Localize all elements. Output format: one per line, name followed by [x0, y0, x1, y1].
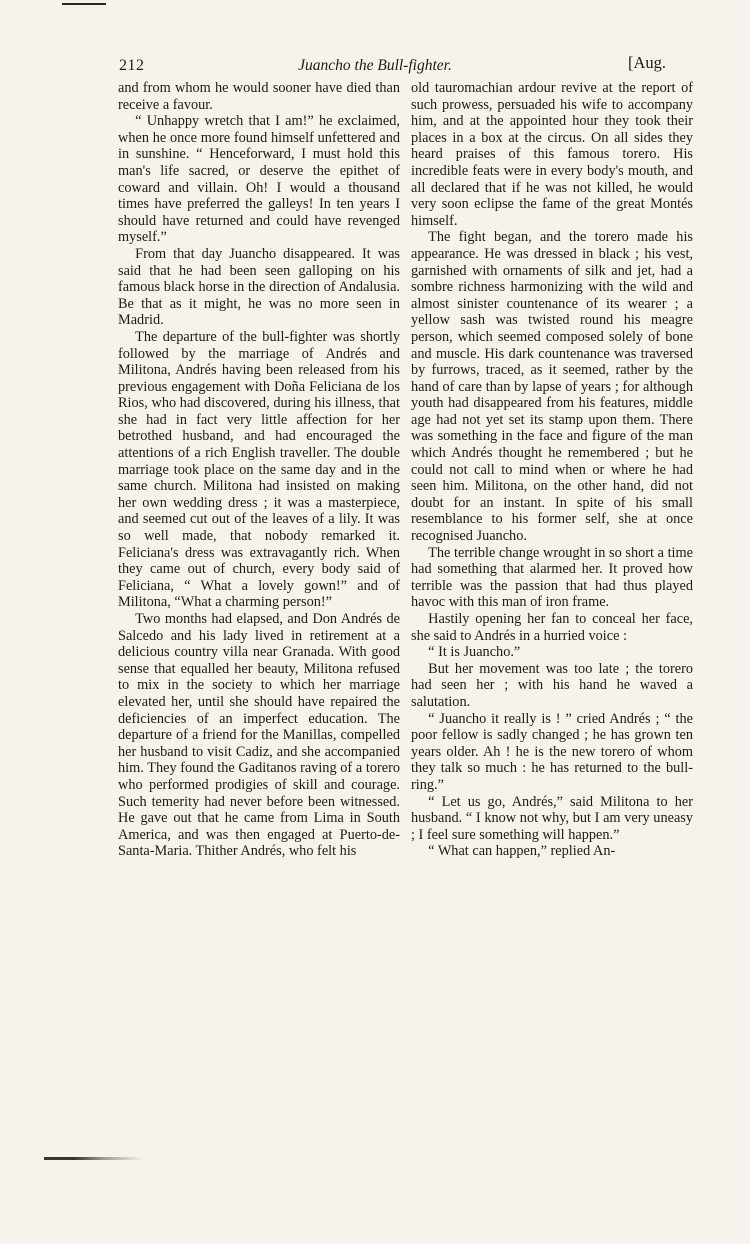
paragraph: “ Let us go, Andrés,” said Militona to her husband. “ I know not why, but I am very uneasy ; I feel sure something will happen.”: [411, 793, 693, 843]
paragraph: The departure of the bull-fighter was shortly followed by the marriage of Andrés and Militona, Andrés having been released from his previous engagement with Doña Feliciana de los Rios, who had discovered, during his illness, that she had in fact very little affection for her betrothed husband, and had encouraged the attentions of a rich English traveller. The double marriage took place on the same day and in the same church. Militona had insisted on making her own wedding dress ; it was a masterpiece, and seemed cut out of the leaves of a lily. It was so well made, that nobody remarked it. Feliciana's dress was extravagantly rich. When they came out of church, every body said of Feliciana, “ What a lovely gown!” and of Militona, “What a charming person!”: [118, 328, 400, 611]
paragraph: and from whom he would sooner have died than receive a favour.: [118, 80, 400, 113]
paragraph: “ Juancho it really is ! ” cried Andrés ; “ the poor fellow is sadly changed ; he has grown ten years older. Ah ! he is the new torero of whom they talk so much : he has returned to the bull-ring.”: [411, 710, 693, 793]
paragraph: Two months had elapsed, and Don Andrés de Salcedo and his lady lived in retirement at a delicious country villa near Granada. With good sense that equalled her beauty, Militona refused to mix in the society to which her marriage elevated her, until she should have repaired the deficiencies of an imperfect education. The departure of a friend for the Manillas, compelled her husband to visit Cadiz, and she accompanied him. They found the Gaditanos raving of a torero who performed prodigies of skill and courage. Such temerity had never before been witnessed. He gave out that he came from Lima in South America, and was then engaged at Puerto-de-Santa-Maria. Thither Andrés, who felt his: [118, 611, 400, 860]
print-smudge: [44, 1157, 144, 1160]
left-column: [118, 80, 400, 860]
top-rule: [62, 3, 106, 5]
paragraph: From that day Juancho disappeared. It was said that he had been seen galloping on his famous black horse in the direction of Andalusia. Be that as it might, he was no more seen in Madrid.: [118, 245, 400, 329]
paragraph: “ Unhappy wretch that I am!” he exclaimed, when he once more found himself unfettered and in sunshine. “ Henceforward, I must hold this man's life sacred, or deserve the epithet of coward and villain. Oh! I would a thousand times have preferred the galleys! In ten years I should have returned and could have revenged myself.”: [118, 113, 400, 246]
paragraph: The terrible change wrought in so short a time had something that alarmed her. It proved how terrible was the passion that had thus played havoc with this man of iron frame.: [411, 544, 693, 611]
paragraph: But her movement was too late ; the torero had seen her ; with his hand he waved a salutation.: [411, 660, 693, 710]
paragraph: old tauromachian ardour revive at the report of such prowess, persuaded his wife to accompany him, and at the appointed hour they took their places in a box at the circus. On all sides they heard praises of this famous torero. His incredible feats were in every body's mouth, and all declared that if he was not killed, he would very soon eclipse the fame of the great Montés himself.: [411, 80, 693, 229]
right-column: [411, 80, 693, 860]
paragraph: “ It is Juancho.”: [428, 644, 521, 661]
running-month: [Aug.: [628, 53, 667, 72]
running-title: Juancho the Bull-fighter.: [298, 57, 452, 74]
running-header: [0, 53, 750, 79]
paragraph: The fight began, and the torero made his appearance. He was dressed in black ; his vest, garnished with ornaments of silk and jet, had a sombre richness harmonizing with the wild and almost sinister countenance of its wearer ; a yellow sash was twisted round his meagre person, which seemed composed solely of bone and muscle. His dark countenance was traversed by furrows, traced, as it seemed, rather by the hand of care than by lapse of years ; for although youth had disappeared from his features, middle age had not yet set its stamp upon them. There was something in the face and figure of the man which Andrés thought he remembered ; but he could not call to mind when or where he had seen him. Militona, on the other hand, did not doubt for an instant. In spite of his small resemblance to his former self, she at once recognised Juancho.: [411, 229, 693, 545]
paragraph: “ What can happen,” replied An-: [428, 843, 616, 860]
paragraph: Hastily opening her fan to conceal her face, she said to Andrés in a hurried voice :: [411, 611, 693, 644]
page-number: 212: [119, 57, 145, 74]
